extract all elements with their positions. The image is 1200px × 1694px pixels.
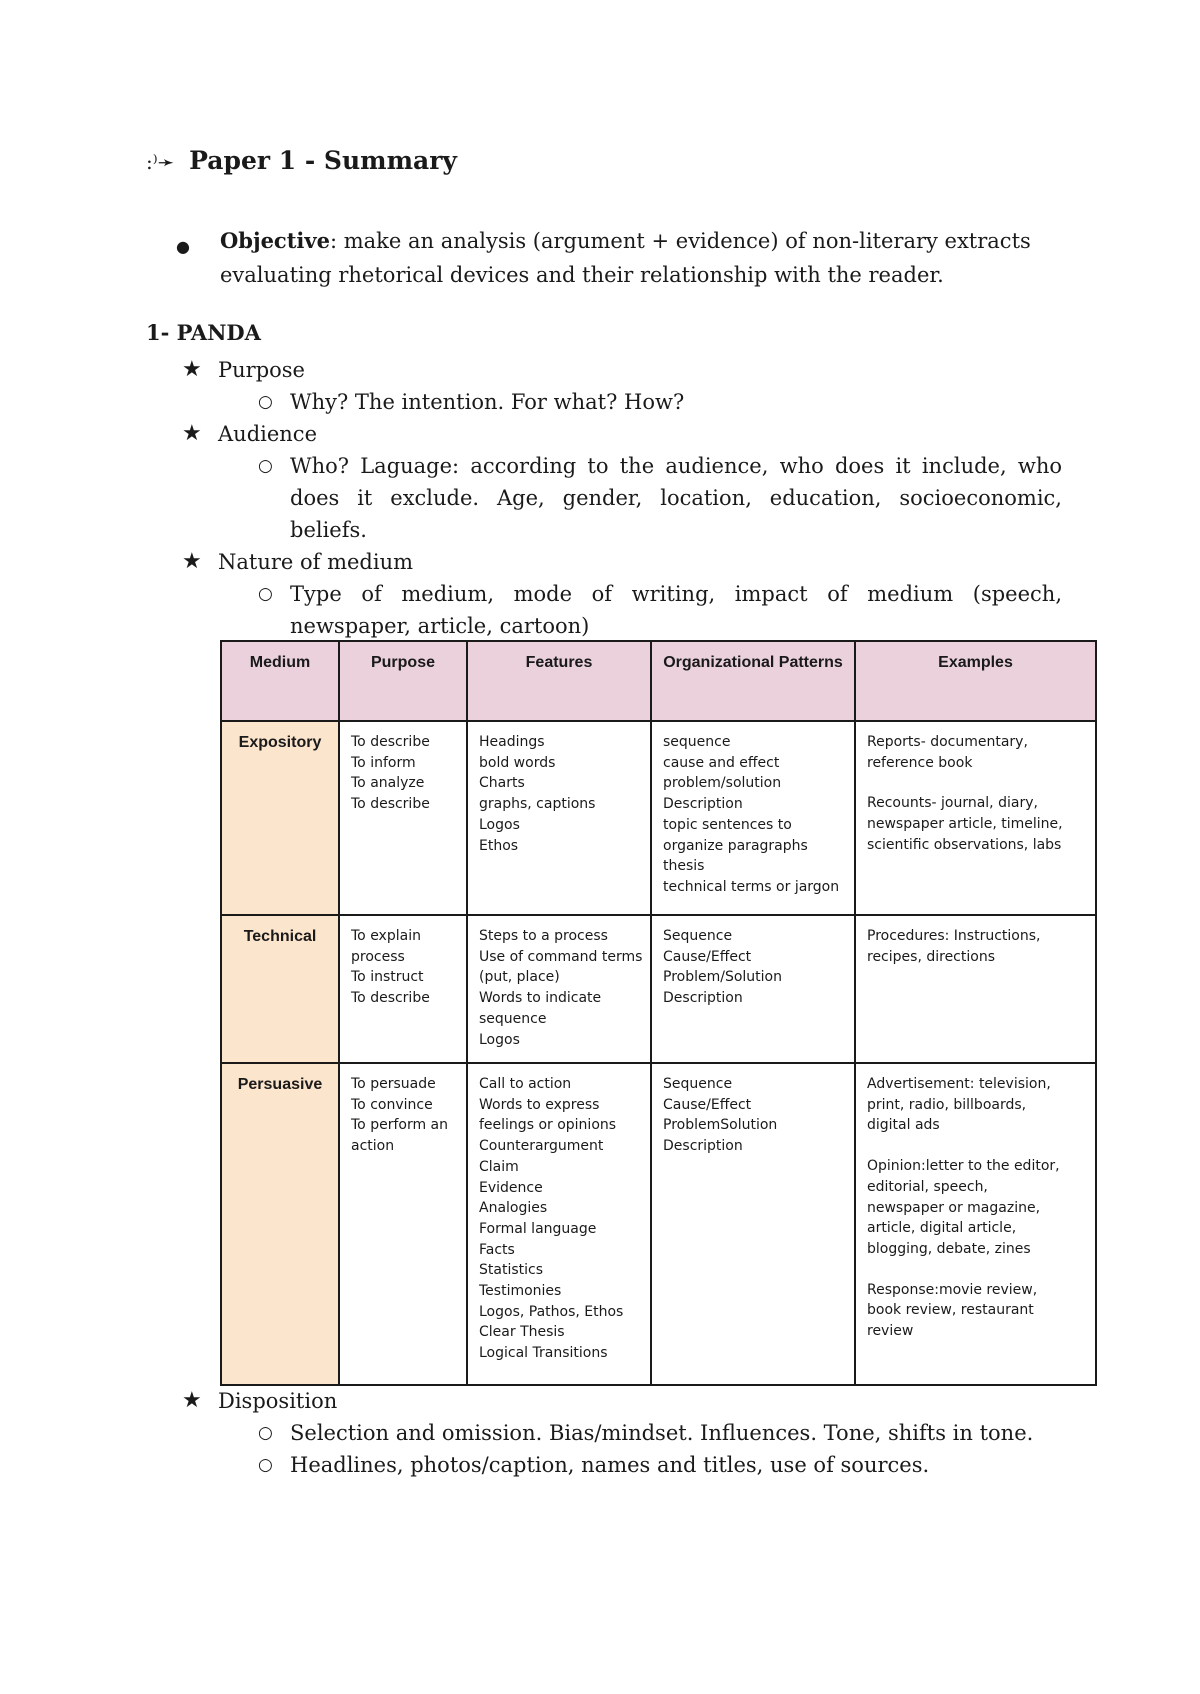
cell-line: bold words <box>479 754 556 771</box>
cell-line: To describe <box>351 734 430 750</box>
cell-line: article, digital article, <box>867 1220 1017 1237</box>
circle-bullet-icon: ○ <box>258 584 273 604</box>
header-features: Features <box>467 641 651 721</box>
cell-line: Charts <box>479 775 525 792</box>
features-cell <box>467 1063 651 1385</box>
cell-line: ProblemSolution <box>663 1117 778 1134</box>
patterns-cell <box>651 915 855 1063</box>
panda-detail <box>182 450 1062 546</box>
examples-cell <box>855 915 1096 1063</box>
cell-line: Words to indicate <box>479 990 602 1007</box>
purpose-cell <box>339 915 467 1063</box>
cell-line: Logos, Pathos, Ethos <box>479 1303 624 1320</box>
medium-table <box>220 640 1097 1386</box>
cell-line: blogging, debate, zines <box>867 1240 1031 1257</box>
cell-line: digital ads <box>867 1117 940 1134</box>
cell-line: Reports- documentary, <box>867 734 1028 750</box>
cell-line: Evidence <box>479 1179 543 1196</box>
cell-line: Analogies <box>479 1200 548 1217</box>
objective-bullet <box>176 224 1082 292</box>
medium-cell: Persuasive <box>221 1063 339 1385</box>
cell-line: Headings <box>479 734 545 750</box>
cell-gap <box>867 1136 1089 1156</box>
circle-bullet-icon: ○ <box>258 392 273 412</box>
objective-label: Objective <box>220 228 330 253</box>
cell-line: review <box>867 1323 914 1340</box>
cell-line: technical terms or jargon <box>663 878 840 895</box>
cell-line: Procedures: Instructions, <box>867 928 1041 944</box>
header-organizational-patterns: Organizational Patterns <box>651 641 855 721</box>
panda-detail-text: Who? Laguage: according to the audience, who does it include, who does it exclude. Age, gender, location, education, socioeconomic, beliefs. <box>290 454 1062 542</box>
disposition-detail-text: Selection and omission. Bias/mindset. Influences. Tone, shifts in tone. <box>290 1421 1034 1445</box>
features-cell <box>467 915 651 1063</box>
star-icon: ★ <box>182 357 202 382</box>
section-heading: 1- PANDA <box>146 320 261 345</box>
cell-line: Logos <box>479 1031 520 1048</box>
cell-line: Testimonies <box>479 1283 562 1300</box>
circle-bullet-icon: ○ <box>258 1423 273 1443</box>
cell-line: editorial, speech, <box>867 1178 988 1195</box>
features-cell <box>467 721 651 915</box>
star-icon: ★ <box>182 1388 202 1413</box>
panda-detail-text: Type of medium, mode of writing, impact of medium (speech, newspaper, article, cartoon) <box>290 582 1062 638</box>
cell-line: graphs, captions <box>479 796 596 813</box>
star-icon: ★ <box>182 549 202 574</box>
table-header-row <box>221 641 1096 721</box>
cell-line: Sequence <box>663 928 733 944</box>
medium-cell: Technical <box>221 915 339 1063</box>
cell-line: problem/solution <box>663 775 782 792</box>
header-medium: Medium <box>221 641 339 721</box>
cell-line: Formal language <box>479 1220 597 1237</box>
cell-line: To convince <box>351 1096 433 1113</box>
cell-line: To inform <box>351 754 416 771</box>
disposition-detail <box>182 1449 1062 1481</box>
bullet-dot-icon: ● <box>176 237 190 256</box>
header-examples: Examples <box>855 641 1096 721</box>
cell-line: Ethos <box>479 837 519 854</box>
page-title-text: Paper 1 - Summary <box>189 146 457 175</box>
cell-line: Call to action <box>479 1076 572 1092</box>
cell-line: Cause/Effect <box>663 1096 752 1113</box>
circle-bullet-icon: ○ <box>258 456 273 476</box>
cell-line: process <box>351 948 405 965</box>
panda-item-label: Disposition <box>218 1389 338 1413</box>
cell-line: To analyze <box>351 775 425 792</box>
panda-list <box>182 354 1062 642</box>
cell-line: Description <box>663 796 743 813</box>
panda-item-label: Nature of medium <box>218 550 414 574</box>
cell-line: Opinion:letter to the editor, <box>867 1158 1060 1175</box>
purpose-cell <box>339 1063 467 1385</box>
cell-line: cause and effect <box>663 754 780 771</box>
cell-line: Words to express <box>479 1096 600 1113</box>
examples-cell <box>855 1063 1096 1385</box>
disposition-detail-text: Headlines, photos/caption, names and titles, use of sources. <box>290 1453 930 1477</box>
panda-item-audience <box>182 418 1062 450</box>
purpose-cell <box>339 721 467 915</box>
cell-line: Statistics <box>479 1262 543 1279</box>
table-row <box>221 1063 1096 1385</box>
table-row <box>221 915 1096 1063</box>
patterns-cell <box>651 721 855 915</box>
cell-line: To describe <box>351 796 430 813</box>
panda-item-nature-of-medium <box>182 546 1062 578</box>
cell-line: scientific observations, labs <box>867 836 1062 853</box>
cell-line: feelings or opinions <box>479 1117 617 1134</box>
panda-detail <box>182 386 1062 418</box>
cell-line: To instruct <box>351 969 424 986</box>
cell-line: To describe <box>351 990 430 1007</box>
panda-item-label: Audience <box>218 422 317 446</box>
cell-line: sequence <box>663 734 731 750</box>
cell-line: Logos <box>479 816 520 833</box>
disposition-list <box>182 1385 1062 1481</box>
medium-cell: Expository <box>221 721 339 915</box>
table-row <box>221 721 1096 915</box>
objective-text <box>220 224 1082 292</box>
cell-line: Advertisement: television, <box>867 1076 1051 1092</box>
cell-line: Clear Thesis <box>479 1324 565 1341</box>
cell-line: print, radio, billboards, <box>867 1096 1027 1113</box>
cell-gap <box>867 773 1089 793</box>
cell-line: Counterargument <box>479 1138 604 1155</box>
cell-line: Sequence <box>663 1076 733 1092</box>
cell-line: organize paragraphs <box>663 837 808 854</box>
panda-detail-text: Why? The intention. For what? How? <box>290 390 685 414</box>
cell-line: To perform an <box>351 1117 448 1134</box>
cell-line: thesis <box>663 858 705 875</box>
cell-line: Claim <box>479 1158 519 1175</box>
cell-line: Problem/Solution <box>663 969 782 986</box>
cell-line: Steps to a process <box>479 928 608 944</box>
cell-line: Recounts- journal, diary, <box>867 795 1038 812</box>
page-title <box>146 146 457 175</box>
cell-line: Use of command terms <box>479 948 643 965</box>
cell-line: reference book <box>867 754 973 771</box>
panda-item-purpose <box>182 354 1062 386</box>
cell-line: Description <box>663 1138 743 1155</box>
arrow-decoration-icon: :⁾➛ <box>146 150 175 174</box>
cell-line: To persuade <box>351 1076 436 1092</box>
cell-line: Logical Transitions <box>479 1345 608 1362</box>
panda-item-disposition <box>182 1385 1062 1417</box>
cell-line: Facts <box>479 1241 515 1258</box>
patterns-cell <box>651 1063 855 1385</box>
cell-line: recipes, directions <box>867 948 995 965</box>
cell-line: book review, restaurant <box>867 1302 1034 1319</box>
cell-line: Response:movie review, <box>867 1281 1038 1298</box>
circle-bullet-icon: ○ <box>258 1455 273 1475</box>
panda-detail <box>182 578 1062 642</box>
star-icon: ★ <box>182 421 202 446</box>
cell-line: topic sentences to <box>663 816 792 833</box>
header-purpose: Purpose <box>339 641 467 721</box>
cell-line: Description <box>663 990 743 1007</box>
panda-item-label: Purpose <box>218 358 305 382</box>
cell-line: sequence <box>479 1010 547 1027</box>
objective-description: : make an analysis (argument + evidence) of non-literary extracts evaluating rhetorical devices and their relationship with the reader. <box>220 229 1031 287</box>
cell-line: action <box>351 1138 395 1155</box>
cell-line: (put, place) <box>479 969 560 986</box>
cell-gap <box>867 1260 1089 1280</box>
cell-line: To explain <box>351 928 421 944</box>
cell-line: Cause/Effect <box>663 948 752 965</box>
cell-line: newspaper or magazine, <box>867 1199 1041 1216</box>
disposition-detail <box>182 1417 1062 1449</box>
cell-line: newspaper article, timeline, <box>867 816 1063 833</box>
examples-cell <box>855 721 1096 915</box>
